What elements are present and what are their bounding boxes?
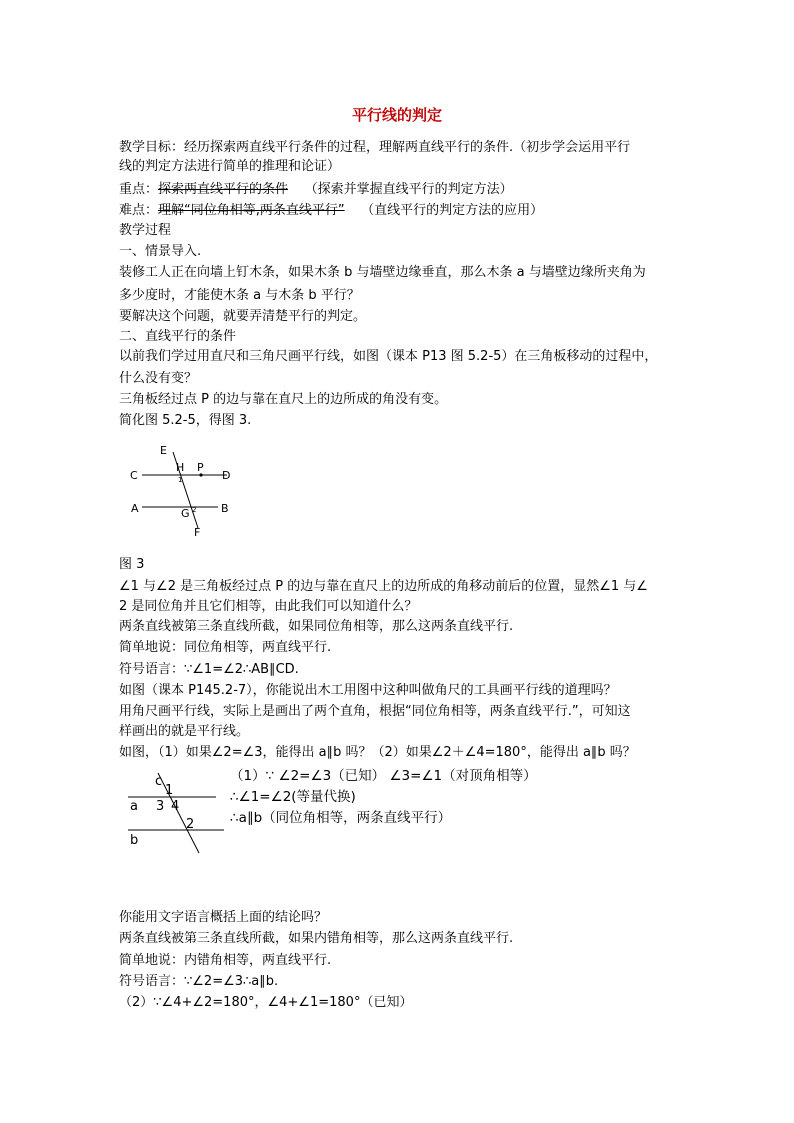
label-a: A <box>131 502 139 515</box>
key-point-rest: （探索并掌握直线平行的判定方法） <box>304 182 513 197</box>
teaching-goal-line-1: 教学目标：经历探索两直线平行条件的过程，理解两直线平行的条件.（初步学会运用平行 <box>119 140 631 155</box>
paragraph-11b: 样画出的就是平行线。 <box>119 724 250 739</box>
paragraph-2: 要解决这个问题，就要弄清楚平行的判定。 <box>119 309 367 324</box>
paragraph-17: （2）∵∠4+∠2=180°，∠4+∠1=180°（已知） <box>119 995 413 1010</box>
label-g: G <box>181 507 190 520</box>
paragraph-3a: 以前我们学过用直尺和三角尺画平行线，如图（课本 P13 图 5.2-5）在三角板移动的过程中， <box>119 349 658 364</box>
paragraph-10: 如图（课本 P145.2-7），你能说出木工用图中这种叫做角尺的工具画平行线的道理吗？ <box>119 683 617 698</box>
paragraph-14: 两条直线被第三条直线所截，如果内错角相等，那么这两条直线平行. <box>119 931 514 946</box>
key-point-struck: 探索两直线平行的条件 <box>158 182 289 197</box>
label-c: c <box>155 774 163 789</box>
figure-parallel-lines <box>120 768 230 860</box>
label-a: a <box>130 799 138 814</box>
label-p: P <box>197 461 204 474</box>
paragraph-5: 简化图 5.2-5，得图 3. <box>119 413 252 428</box>
page-title: 平行线的判定 <box>351 106 442 124</box>
label-angle-1: 1 <box>165 783 174 798</box>
paragraph-9: 符号语言：∵∠1=∠2∴AB∥CD. <box>119 662 299 677</box>
teaching-goal-line-2: 线的判定方法进行简单的推理和论证） <box>119 159 341 174</box>
paragraph-13: 你能用文字语言概括上面的结论吗？ <box>119 910 328 925</box>
label-angle-2: 2 <box>186 817 195 832</box>
paragraph-3b: 什么没有变？ <box>119 371 198 386</box>
paragraph-16: 符号语言：∵∠2=∠3∴a∥b. <box>119 974 279 989</box>
figure-3-caption: 图 3 <box>119 557 145 572</box>
label-angle-4: 4 <box>171 799 180 814</box>
difficulty-line <box>119 202 543 219</box>
difficulty-rest: （直线平行的判定方法的应用） <box>361 203 544 218</box>
paragraph-1b: 多少度时，才能使木条 a 与木条 b 平行？ <box>119 288 360 303</box>
paragraph-6a: ∠1 与∠2 是三角板经过点 P 的边与靠在直尺上的边所成的角移动前后的位置，显然∠1 与∠ <box>119 579 648 594</box>
teaching-process-heading: 教学过程 <box>119 223 172 238</box>
paragraph-1a: 装修工人正在向墙上钉木条，如果木条 b 与墙壁边缘垂直，那么木条 a 与墙壁边缘所夹角为 <box>119 265 646 280</box>
label-b: b <box>130 833 139 848</box>
key-point-line <box>119 181 513 198</box>
paragraph-4: 三角板经过点 P 的边与靠在直尺上的边所成的角没有变。 <box>119 392 448 407</box>
paragraph-12: 如图，（1）如果∠2=∠3，能得出 a∥b 吗？（2）如果∠2＋∠4=180°，能得出 a∥b 吗？ <box>119 745 636 760</box>
paragraph-6b: 2 是同位角并且它们相等，由此我们可以知道什么？ <box>119 599 418 614</box>
label-f: F <box>194 526 201 539</box>
label-b: B <box>221 502 229 515</box>
paragraph-11a: 用角尺画平行线，实际上是画出了两个直角，根据“同位角相等，两条直线平行.”，可知这 <box>119 704 631 719</box>
proof-line-2: ∴∠1=∠2(等量代换) <box>230 789 356 805</box>
label-angle-1: 1 <box>178 476 183 484</box>
proof-line-1: （1）∵ ∠2=∠3（已知） ∠3=∠1（对顶角相等） <box>230 768 537 784</box>
label-angle-2: 2 <box>192 506 197 514</box>
label-angle-3: 3 <box>156 799 165 814</box>
section-2-heading: 二、直线平行的条件 <box>119 329 237 344</box>
label-c: C <box>130 469 138 482</box>
difficulty-label: 难点： <box>119 203 159 218</box>
paragraph-15: 简单地说：内错角相等，两直线平行. <box>119 953 332 968</box>
section-1-heading: 一、情景导入. <box>119 244 202 259</box>
label-d: D <box>222 469 231 482</box>
proof-line-3: ∴a∥b（同位角相等，两条直线平行） <box>230 810 452 826</box>
key-point-label: 重点： <box>119 182 159 197</box>
label-e: E <box>160 444 167 457</box>
paragraph-7: 两条直线被第三条直线所截，如果同位角相等，那么这两条直线平行. <box>119 619 514 634</box>
paragraph-8: 简单地说：同位角相等，两直线平行. <box>119 640 332 655</box>
difficulty-struck: 理解“同位角相等,两条直线平行” <box>158 203 345 218</box>
figure-3-diagram <box>120 438 240 542</box>
label-h: H <box>176 461 185 474</box>
